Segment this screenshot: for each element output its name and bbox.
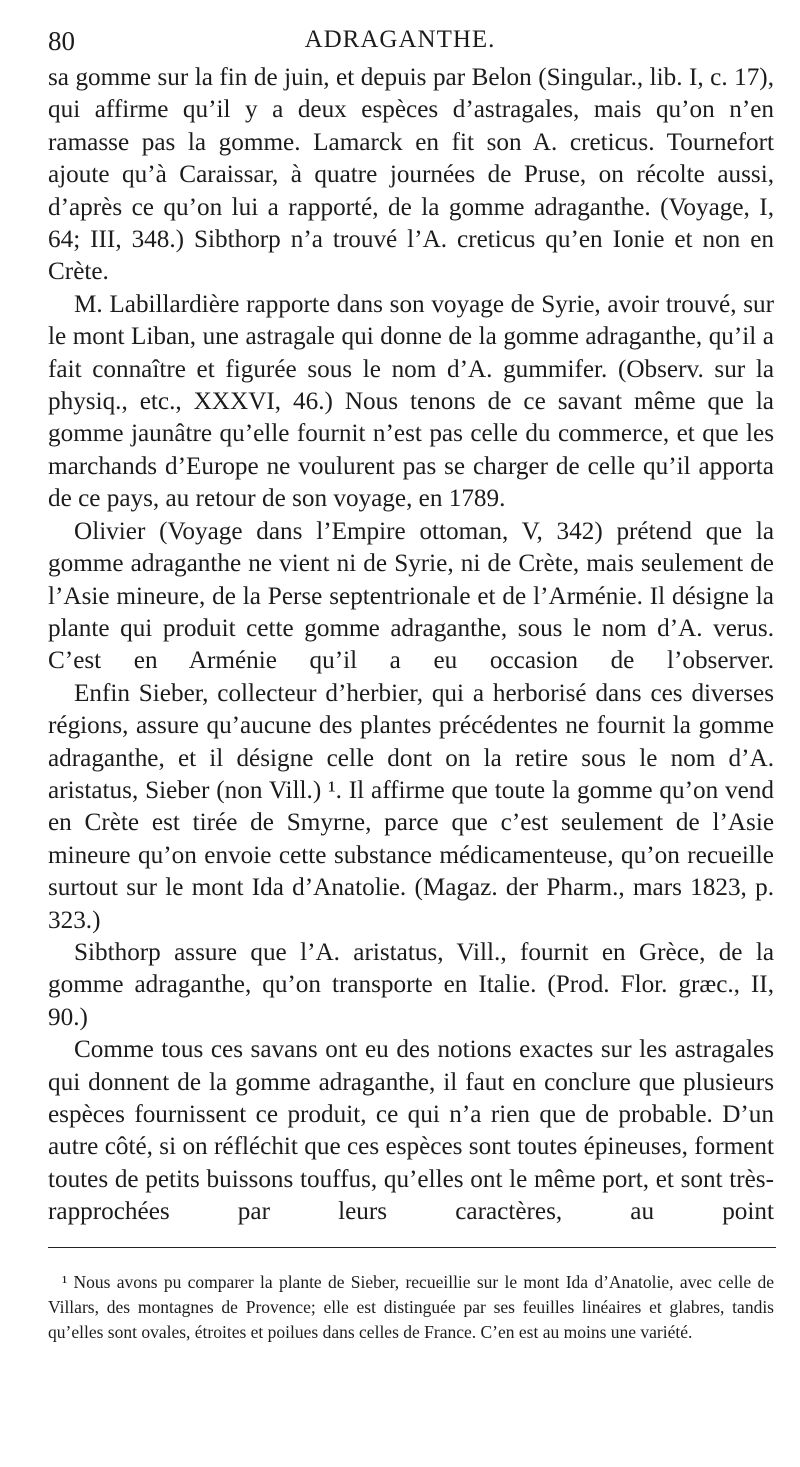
- paragraph-4: Enfin Sieber, collecteur d’herbier, qui a herborisé dans ces diverses régions, assure qu’aucune des plantes précédentes ne fournit la gomme adraganthe, et il désigne celle dont on la retire sous le nom d’A. aristatus, Sieber (non Vill.) ¹. Il affirme que toute la gomme qu’on vend en Crète est tirée de Smyrne, parce que c’est seulement de l’Asie mineure qu’on envoie cette substance médicamenteuse, qu’on recueille surtout sur le mont Ida d’Anatolie. (Magaz. der Pharm., mars 1823, p. 323.): [48, 679, 774, 934]
- main-text: [48, 62, 774, 1229]
- paragraph-2: M. Labillardière rapporte dans son voyage de Syrie, avoir trouvé, sur le mont Liban, une astragale qui donne de la gomme adraganthe, qu’il a fait connaître et figurée sous le nom d’A. gummifer. (Observ. sur la physiq., etc., XXXVI, 46.) Nous tenons de ce savant même que la gomme jaunâtre qu’elle fournit n’est pas celle du commerce, et que les marchands d’Europe ne voulurent pas se charger de celle qu’il apporta de ce pays, au retour de son voyage, en 1789.: [48, 290, 774, 513]
- footnote-rule: [48, 1247, 776, 1248]
- paragraph-1: sa gomme sur la fin de juin, et depuis par Belon (Singular., lib. I, c. 17), qui affirme qu’il y a deux espèces d’astragales, mais qu’on n’en ramasse pas la gomme. Lamarck en fit son A. creticus. Tournefort ajoute qu’à Caraissar, à quatre journées de Pruse, on récolte aussi, d’après ce qu’on lui a rapporté, de la gomme adraganthe. (Voyage, I, 64; III, 348.) Sibthorp n’a trouvé l’A. creticus qu’en Ionie et non en Crète.: [48, 64, 774, 286]
- paragraph-5: Sibthorp assure que l’A. aristatus, Vill., fournit en Grèce, de la gomme adraganthe, qu’on transporte en Italie. (Prod. Flor. græc., II, 90.): [48, 938, 774, 1031]
- paragraph-3: Olivier (Voyage dans l’Empire ottoman, V, 342) prétend que la gomme adraganthe ne vient ni de Syrie, ni de Crète, mais seulement de l’Asie mineure, de la Perse septentrionale et de l’Arménie. Il désigne la plante qui produit cette gomme adraganthe, sous le nom d’A. verus. C’est en Arménie qu’il a eu occasion de l’observer.: [48, 517, 774, 675]
- running-title: ADRAGANTHE.: [304, 26, 496, 53]
- footnote-text: ¹ Nous avons pu comparer la plante de Sieber, recueillie sur le mont Ida d’Anatolie, avec celle de Villars, des montagnes de Provence; elle est distinguée par ses feuilles linéaires et glabres, tandis qu’elles sont ovales, étroites et poilues dans celles de France. C’en est au moins une variété.: [48, 1272, 774, 1342]
- footnote: [48, 1270, 774, 1344]
- page-number: 80: [48, 26, 75, 56]
- page-header: [48, 22, 752, 62]
- paragraph-6: Comme tous ces savans ont eu des notions exactes sur les astragales qui donnent de la gomme adraganthe, il faut en conclure que plusieurs espèces fournissent ce produit, ce qui n’a rien que de probable. D’un autre côté, si on réfléchit que ces espèces sont toutes épineuses, forment toutes de petits buissons touffus, qu’elles ont le même port, et sont très-rapprochées par leurs caractères, au point: [48, 1036, 774, 1226]
